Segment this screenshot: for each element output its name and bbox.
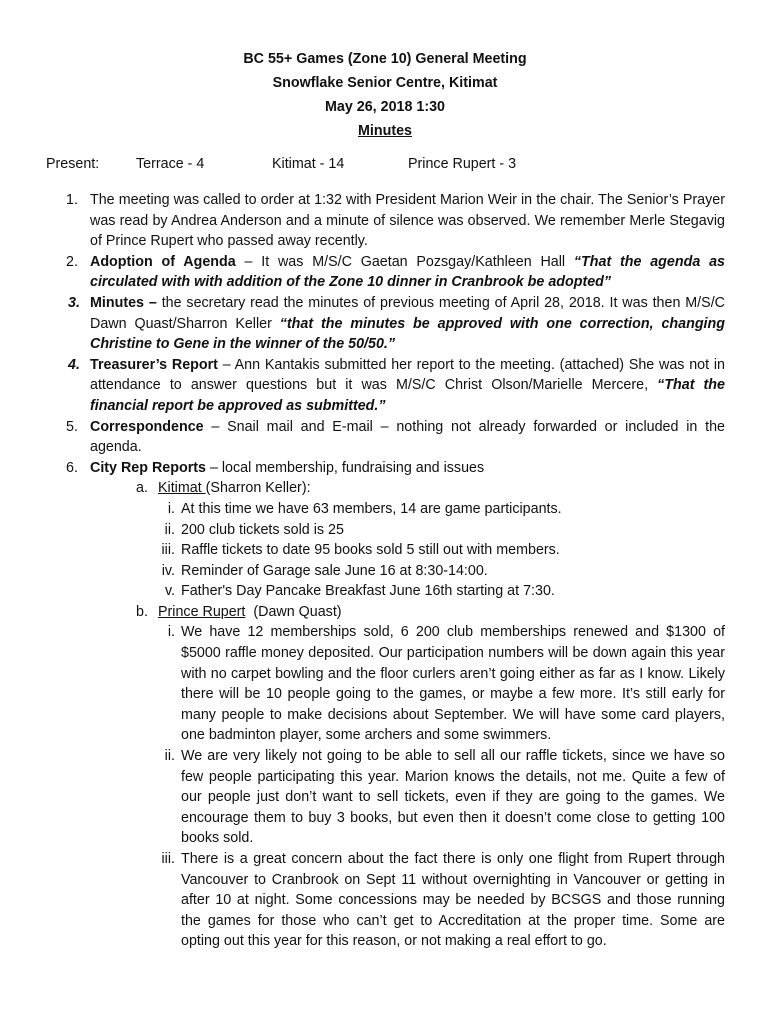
item-number: 1. [66,192,78,208]
item-text: – Snail mail and E-mail – nothing not already forwarded or included in the agenda. [90,418,725,456]
list-item [0,581,770,602]
item-number: 6. [66,459,78,476]
item-text: – It was M/S/C Gaetan Pozsgay/Kathleen Hall [235,253,574,270]
city-name: Prince Rupert [158,603,246,620]
item-number: 4. [68,356,80,373]
meeting-location: Snowflake Senior Centre, Kitimat [272,75,498,91]
item-number: 5. [66,418,78,435]
list-item [0,849,770,952]
item-text: The meeting was called to order at 1:32 with President Marion Weir in the chair. The Senior’s Prayer was read by Andrea Anderson and a minute of silence was observed. We remember Merle Stegavig of Prince Rupert who passed away recently. [90,192,725,250]
point-number: iv. [161,562,175,579]
point-number: iii. [161,851,175,867]
list-item [0,561,770,582]
sub-label: a. [136,480,148,497]
item-title: Minutes – [90,294,157,311]
item-title: City Rep Reports [90,459,206,476]
point-text: We have 12 memberships sold, 6 200 club memberships renewed and $1300 of $5000 raffle money deposited. Our participation numbers will be down again this year with no carpet bowling and the floor curlers aren’t going either as far as I know. Likely there will be 10 people going to the games, or maybe a few more. It’s still early for many people to make decisions about September. We will have some card players, one badminton player, some archers and some swimmers. [181,624,725,744]
city-rep: (Dawn Quast) [245,603,342,620]
item-title: Correspondence [90,418,204,435]
sub-label: b. [136,603,148,620]
item-motion: “that the minutes be approved with one correction, changing Christine to Gene in the winner of the 50/50.” [90,315,725,353]
prince-rupert-report [0,602,770,623]
list-item [0,746,770,849]
point-number: i. [167,624,175,641]
list-item [0,293,770,355]
point-text: We are very likely not going to be able to sell all our raffle tickets, since we have so few people participating this year. Marion knows the details, not me. Quite a few of our people just don’t want to sell tickets, even if they are going to the games. We encourage them to buy 3 books, but even then it doesn’t come close to getting 100 books sold. [181,748,725,847]
present-kitimat: Kitimat - 14 [272,156,345,172]
item-motion: “That the financial report be approved as submitted.” [90,377,725,414]
point-number: iii. [161,542,175,559]
meeting-date: May 26, 2018 1:30 [324,99,446,115]
point-text: Raffle tickets to date 95 books sold 5 still out with members. [181,542,560,559]
point-number: ii. [164,748,175,765]
city-name: Kitimat [158,480,206,497]
point-text: Father's Day Pancake Breakfast June 16th starting at 7:30. [181,583,555,600]
city-rep: (Sharron Keller): [205,480,311,497]
point-number: i. [167,500,175,517]
item-number: 3. [68,294,80,311]
point-text: Reminder of Garage sale June 16 at 8:30-14:00. [181,562,488,579]
list-item [0,417,770,458]
document-header [0,47,770,143]
list-item [0,190,770,252]
list-item [0,252,770,293]
item-text: – local membership, fundraising and issues [205,459,485,476]
meeting-title: BC 55+ Games (Zone 10) General Meeting [243,51,527,67]
list-item [0,520,770,541]
list-item [0,499,770,520]
point-number: ii. [164,521,175,538]
list-item [0,540,770,561]
item-title: Treasurer’s Report [90,356,218,373]
point-number: v. [164,583,175,600]
item-motion: “That the agenda as circulated with with addition of the Zone 10 dinner in Cranbrook be adopted” [90,253,725,291]
kitimat-report [0,478,770,499]
minutes-list [0,190,770,952]
list-item [0,622,770,746]
item-number: 2. [66,253,78,270]
item-title: Adoption of Agenda [90,253,236,270]
minutes-heading: Minutes [357,123,412,139]
point-text: There is a great concern about the fact there is only one flight from Rupert through Vancouver to Cranbrook on Sept 11 without overnighting in Vancouver or getting in after 10 at night. Some concessions may be needed by BCSGS and those running the games for those who can’t get to Accreditation at the proper time. Some are opting out this year for this reason, or not making a real effort to go. [181,851,725,950]
present-prince-rupert: Prince Rupert - 3 [408,156,517,172]
item-text: – Ann Kantakis submitted her report to the meeting. (attached) She was not in attendance to answer questions but it was M/S/C Christ Olson/Marielle Mercere, [90,356,725,394]
attendance-row [46,154,746,176]
point-text: At this time we have 63 members, 14 are game participants. [181,500,562,517]
item-text: the secretary read the minutes of previous meeting of April 28, 2018. It was then M/S/C Dawn Quast/Sharron Keller [90,294,725,332]
present-label: Present: [46,156,100,172]
present-terrace: Terrace - 4 [136,156,205,172]
list-item [0,458,770,479]
point-text: 200 club tickets sold is 25 [181,521,344,538]
list-item [0,355,770,417]
